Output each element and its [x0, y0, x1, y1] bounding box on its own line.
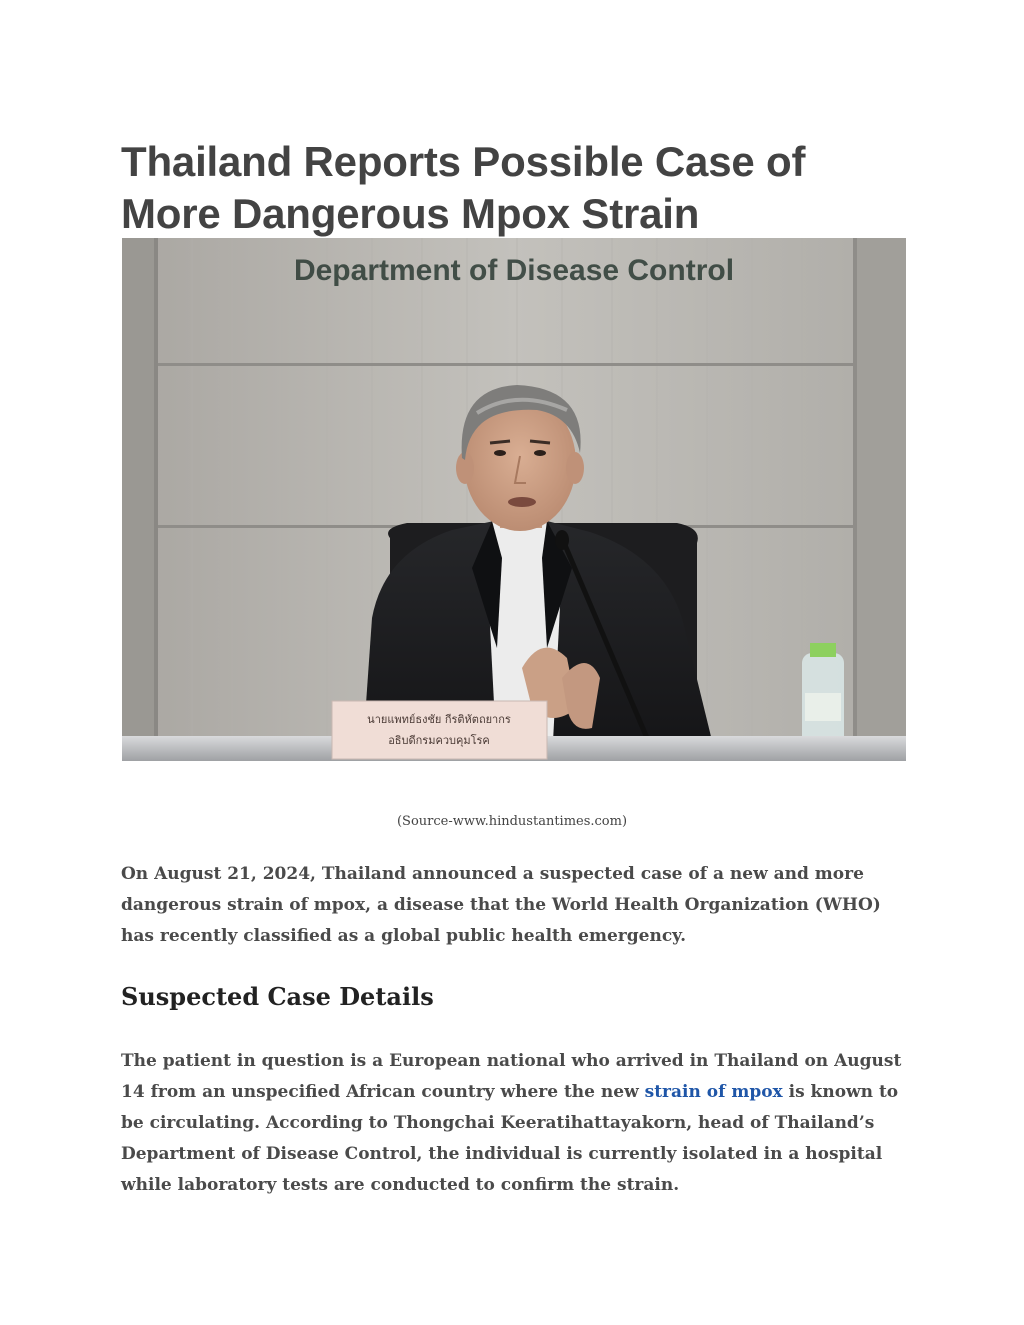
paragraph-intro: On August 21, 2024, Thailand announced a suspected case of a new and more dangerous strain of mpox, a disease that the World Health Organization (WHO) has recently classified as a global public health emergency.	[121, 864, 881, 946]
nameplate-line2: อธิบดีกรมควบคุมโรค	[388, 734, 490, 747]
section-heading: Suspected Case Details	[121, 982, 434, 1011]
image-caption: (Source-www.hindustantimes.com)	[396, 814, 628, 829]
nameplate-line1: นายแพทย์ธงชัย กีรติหัตถยากร	[367, 713, 511, 726]
paragraph-text-before-link: The patient in question is a European national who arrived in Thailand on August 14 from an unspecified African country where the new	[121, 1051, 902, 1102]
wall-sign-text: Department of Disease Control	[293, 254, 735, 287]
article-title: Thailand Reports Possible Case of More Dangerous Mpox Strain	[121, 138, 806, 237]
paragraph-text-after-link: is known to be circulating. According to Thongchai Keeratihattayakorn, head of Thailand’s Department of Disease Control, the individual is currently isolated in a hospital while laboratory tests are conducted to confirm the strain.	[121, 1082, 899, 1195]
strain-of-mpox-link[interactable]: strain of mpox	[644, 1082, 783, 1102]
paragraph-case-details	[121, 1046, 911, 1201]
press-conference-photo	[122, 238, 906, 761]
